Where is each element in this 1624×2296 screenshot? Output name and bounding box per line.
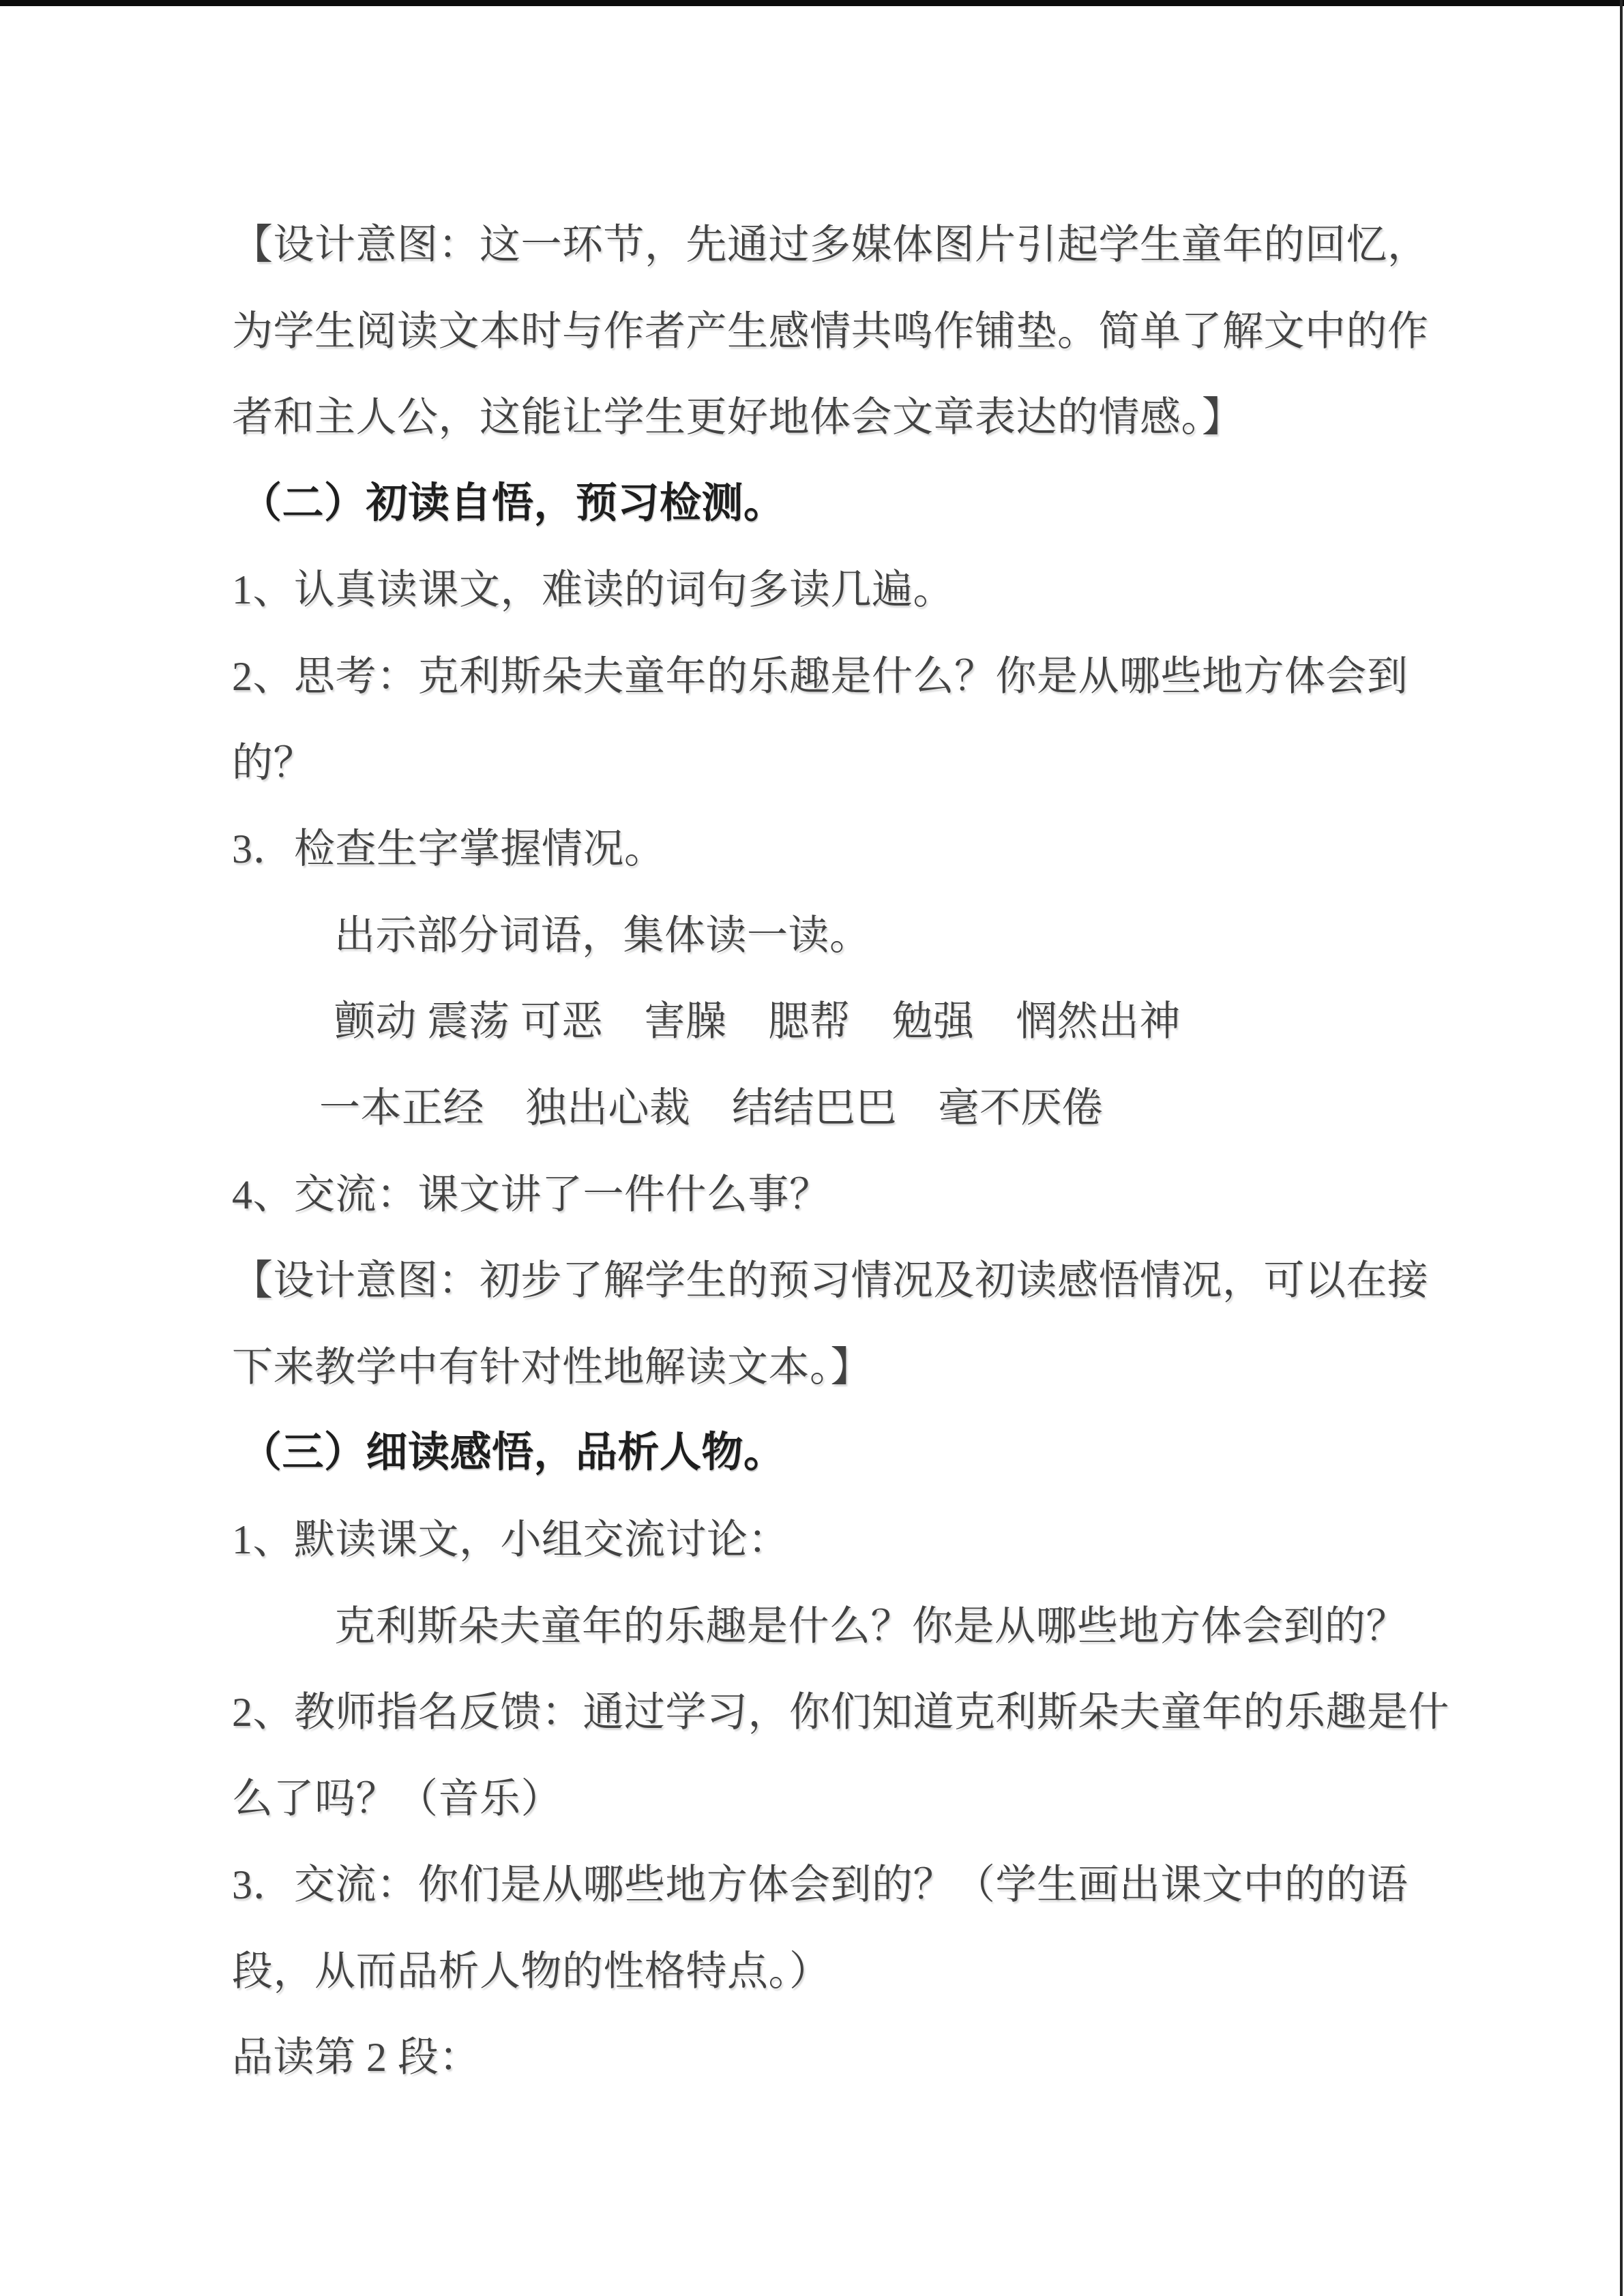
section-heading-3: （三）细读感悟，品析人物。 — [240, 1430, 786, 1476]
doc-line-wordlist-2: 一本正经 独出心裁 结结巴巴 毫不厌倦 — [319, 1085, 1104, 1131]
section-heading-2: （二）初读自悟，预习检测。 — [240, 480, 786, 526]
doc-line-silent-reading: 1、默读课文，小组交流讨论： — [232, 1517, 789, 1562]
doc-line-design-intent-3: 者和主人公，这能让学生更好地体会文章表达的情感。】 — [232, 395, 1243, 441]
doc-line-show-words: 出示部分词语，集体读一读。 — [334, 912, 871, 958]
doc-line-discuss-question: 克利斯朵夫童年的乐趣是什么？你是从哪些地方体会到的？ — [334, 1603, 1407, 1649]
doc-line-step-2b: 的？ — [232, 740, 314, 786]
doc-line-step-1: 1、认真读课文，难读的词句多读几遍。 — [232, 567, 954, 613]
doc-line-design-intent-2: 为学生阅读文本时与作者产生感情共鸣作铺垫。简单了解文中的作 — [232, 308, 1429, 354]
doc-line-exchange-2: 段，从而品析人物的性格特点。） — [232, 1948, 831, 1994]
doc-line-step-3: 3．检查生字掌握情况。 — [232, 826, 666, 872]
page-top-border — [0, 0, 1624, 6]
doc-line-read-paragraph-2: 品读第 2 段： — [232, 2035, 480, 2081]
document-page — [0, 202, 1624, 2101]
doc-line-design-intent2-1: 【设计意图：初步了解学生的预习情况及初读感悟情况，可以在接 — [232, 1258, 1429, 1304]
doc-line-teacher-feedback-1: 2、教师指名反馈：通过学习，你们知道克利斯朵夫童年的乐趣是什 — [232, 1690, 1449, 1735]
doc-line-design-intent-1: 【设计意图：这一环节，先通过多媒体图片引起学生童年的回忆， — [232, 222, 1429, 267]
doc-line-exchange-1: 3．交流：你们是从哪些地方体会到的？（学生画出课文中的的语 — [232, 1862, 1408, 1908]
doc-line-teacher-feedback-2: 么了吗？（音乐） — [232, 1776, 562, 1821]
doc-line-step-2a: 2、思考：克利斯朵夫童年的乐趣是什么？你是从哪些地方体会到 — [232, 653, 1408, 699]
doc-line-step-4: 4、交流：课文讲了一件什么事？ — [232, 1172, 831, 1217]
doc-line-design-intent2-2: 下来教学中有针对性地解读文本。】 — [232, 1344, 872, 1390]
doc-line-wordlist-1: 颤动 震荡 可恶 害臊 腮帮 勉强 惘然出神 — [334, 999, 1181, 1045]
